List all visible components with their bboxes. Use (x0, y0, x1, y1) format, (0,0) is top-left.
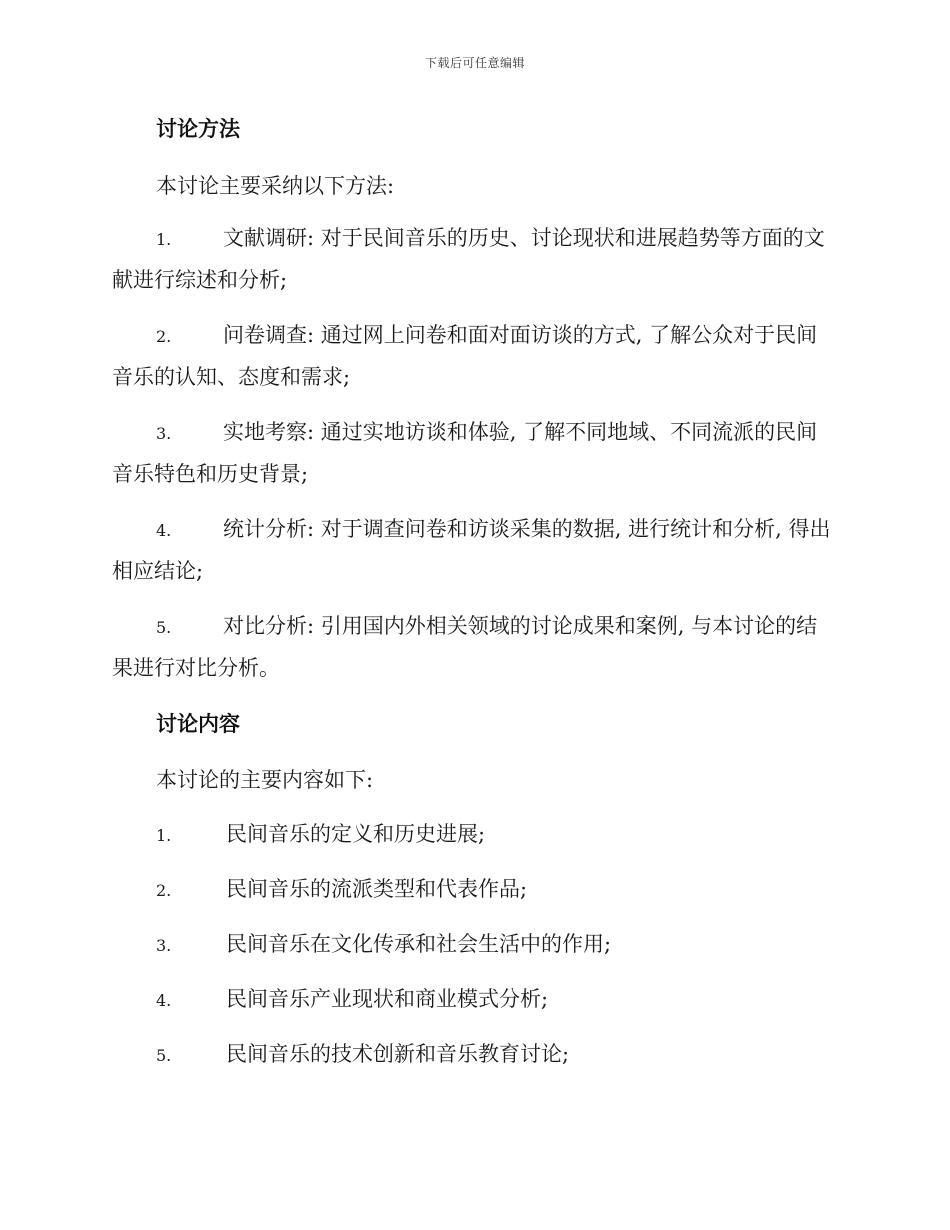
list-item-text: 文献调研: 对于民间音乐的历史、讨论现状和进展趋势等方面的文献进行综述和分析; (112, 226, 825, 292)
list-item-text: 对比分析: 引用国内外相关领域的讨论成果和案例, 与本讨论的结果进行对比分析。 (112, 614, 818, 680)
list-number: 2. (156, 327, 172, 346)
list-number: 1. (156, 230, 172, 249)
methods-list-item (112, 606, 834, 688)
list-number: 4. (156, 991, 172, 1010)
methods-intro: 本讨论主要采纳以下方法: (156, 174, 395, 198)
list-item-text: 实地考察: 通过实地访谈和体验, 了解不同地域、不同流派的民间音乐特色和历史背景; (112, 420, 818, 486)
list-item-text: 民间音乐的定义和历史进展; (226, 822, 486, 846)
list-item-text: 统计分析: 对于调查问卷和访谈采集的数据, 进行统计和分析, 得出相应结论; (112, 517, 831, 583)
list-number: 1. (156, 826, 172, 845)
content-list-item (156, 928, 611, 958)
list-number: 5. (156, 618, 172, 637)
content-list-item (156, 983, 548, 1013)
list-item-text: 民间音乐的流派类型和代表作品; (226, 877, 528, 901)
list-number: 3. (156, 936, 172, 955)
content-intro: 本讨论的主要内容如下: (156, 768, 374, 792)
methods-list-item (112, 218, 834, 300)
methods-list-item (112, 412, 834, 494)
list-number: 3. (156, 424, 172, 443)
section-title-content: 讨论内容 (156, 711, 240, 736)
section-title-methods: 讨论方法 (156, 116, 240, 141)
page-header: 下载后可任意编辑 (424, 56, 525, 70)
methods-list-item (112, 315, 834, 397)
list-number: 2. (156, 881, 172, 900)
list-number: 5. (156, 1046, 172, 1065)
list-item-text: 民间音乐在文化传承和社会生活中的作用; (226, 932, 612, 956)
content-list-item (156, 873, 527, 903)
list-item-text: 问卷调查: 通过网上问卷和面对面访谈的方式, 了解公众对于民间音乐的认知、态度和需求; (112, 323, 818, 389)
list-item-text: 民间音乐的技术创新和音乐教育讨论; (226, 1042, 570, 1066)
list-item-text: 民间音乐产业现状和商业模式分析; (226, 987, 549, 1011)
methods-list-item (112, 509, 834, 591)
content-list-item (156, 1038, 569, 1068)
list-number: 4. (156, 521, 172, 540)
content-list-item (156, 818, 485, 848)
